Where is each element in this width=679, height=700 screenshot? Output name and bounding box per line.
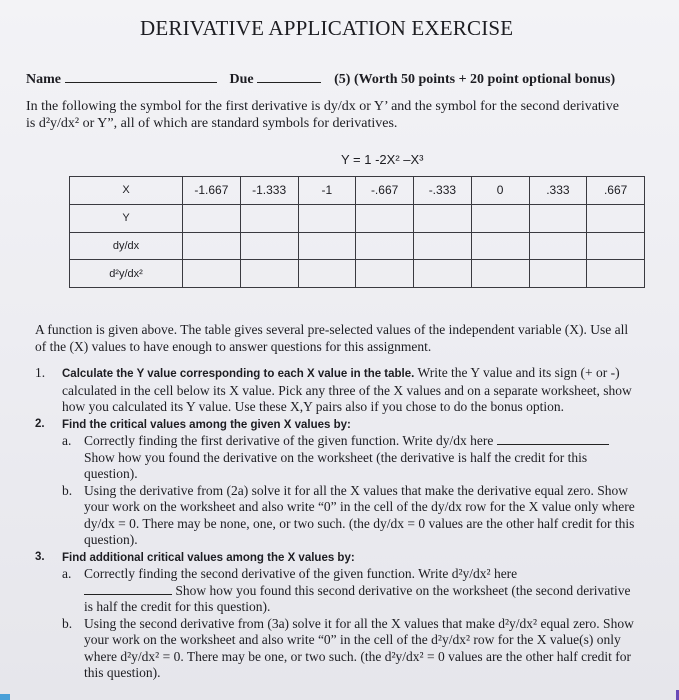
question-3-heading: Find additional critical values among the X values by: [62, 551, 355, 564]
due-label: Due [229, 72, 254, 87]
x-value-cell: .333 [529, 177, 587, 205]
row-header-d2ydx2: d²y/dx² [70, 260, 183, 288]
answer-cell [414, 204, 472, 232]
x-value-cell: -.333 [414, 177, 472, 205]
answer-cell [587, 204, 645, 232]
answer-cell [356, 204, 414, 232]
answer-cell [298, 260, 356, 288]
name-label: Name [26, 72, 61, 87]
answer-cell [471, 260, 529, 288]
question-number: 1. [35, 365, 46, 380]
points-text: (5) (Worth 50 points + 20 point optional bonus) [334, 72, 616, 87]
instructions [35, 322, 635, 682]
answer-cell [298, 232, 356, 260]
name-due-line [26, 72, 615, 88]
question-2a-text: Correctly finding the first derivative of the given function. Write dy/dx here [84, 433, 494, 448]
x-value-cell: -1.333 [240, 177, 298, 205]
name-blank [65, 81, 217, 83]
answer-cell [471, 232, 529, 260]
row-header-x: X [70, 177, 183, 205]
answer-cell [529, 232, 587, 260]
table-row-y [70, 204, 645, 232]
answer-cell [414, 232, 472, 260]
photo-edge-mark [0, 694, 10, 700]
page-title: DERIVATIVE APPLICATION EXERCISE [140, 16, 514, 40]
answer-blank [497, 444, 609, 445]
intro-text: In the following the symbol for the first derivative is dy/dx or Y’ and the symbol for the second derivative is d²y/dx² or Y”, all of which are standard symbols for derivatives. [26, 99, 619, 131]
question-3a [62, 566, 635, 616]
answer-cell [587, 260, 645, 288]
answer-cell [471, 204, 529, 232]
due-blank [257, 81, 321, 83]
answer-blank [84, 594, 172, 595]
question-3 [35, 549, 635, 567]
x-value-cell: -1 [298, 177, 356, 205]
table-row-x [70, 177, 645, 205]
row-header-y: Y [70, 204, 183, 232]
answer-cell [356, 232, 414, 260]
answer-cell [240, 204, 298, 232]
answer-cell [414, 260, 472, 288]
sub-letter: b. [62, 615, 73, 631]
question-1-heading: Calculate the Y value corresponding to each X value in the table. [62, 368, 415, 380]
answer-cell [356, 260, 414, 288]
question-2a [62, 433, 635, 483]
x-value-cell: -.667 [356, 177, 414, 205]
sub-letter: a. [62, 433, 72, 448]
values-table [69, 176, 645, 288]
question-1 [35, 365, 635, 416]
answer-cell [183, 232, 241, 260]
function-equation: Y = 1 -2X² –X³ [341, 152, 424, 167]
sub-letter: a. [62, 566, 72, 581]
question-3b [62, 616, 635, 682]
answer-cell [240, 260, 298, 288]
sub-letter: b. [62, 482, 73, 498]
answer-cell [529, 260, 587, 288]
question-number: 3. [35, 550, 45, 563]
row-header-dydx: dy/dx [70, 232, 183, 260]
answer-cell [529, 204, 587, 232]
answer-cell [587, 232, 645, 260]
answer-cell [183, 260, 241, 288]
table-row-d2ydx2 [70, 260, 645, 288]
answer-cell [298, 204, 356, 232]
x-value-cell: 0 [471, 177, 529, 205]
question-3b-text: Using the second derivative from (3a) solve it for all the X values that make d²y/dx² equal zero. Show your work on the worksheet and also write “0” in the cell of the d²y/dx² row for the X value(s) only where d²y/dx² = 0. There may be one, or two such. (the d²y/dx² = 0 values are the other half credit for this question). [84, 615, 634, 680]
answer-cell [183, 204, 241, 232]
instructions-paragraph: A function is given above. The table gives several pre-selected values of the independent variable (X). Use all of the (X) values to have enough to answer questions for this assignment. [35, 322, 629, 354]
question-2b-text: Using the derivative from (2a) solve it for all the X values that make the derivative equal zero. Show your work on the worksheet and also write “0” in the cell of the dy/dx row for the X value only where dy/dx = 0. There may be none, one, or two such. (the dy/dx = 0 values are the other half credit for this question). [84, 482, 635, 547]
table-row-dydx [70, 232, 645, 260]
question-2-heading: Find the critical values among the given X values by: [62, 418, 351, 431]
question-1-text: Write the Y value and its sign (+ or -) calculated in the cell below its X value. Pick any three of the X values and on a separate worksheet, show how you calculated its Y value. Use these X,Y pairs also if you chose to do the bonus option. [62, 365, 632, 414]
x-value-cell: .667 [587, 177, 645, 205]
question-number: 2. [35, 417, 45, 430]
question-3a-text: Correctly finding the second derivative of the given function. Write d²y/dx² here [84, 566, 518, 581]
question-2a-rest: Show how you found the derivative on the worksheet (the derivative is half the credit for this question). [84, 449, 588, 481]
question-2 [35, 416, 635, 434]
question-3a-rest: Show how you found this second derivative on the worksheet (the second derivative is half the credit for this question). [84, 582, 631, 614]
x-value-cell: -1.667 [183, 177, 241, 205]
question-2b [62, 483, 635, 549]
answer-cell [240, 232, 298, 260]
